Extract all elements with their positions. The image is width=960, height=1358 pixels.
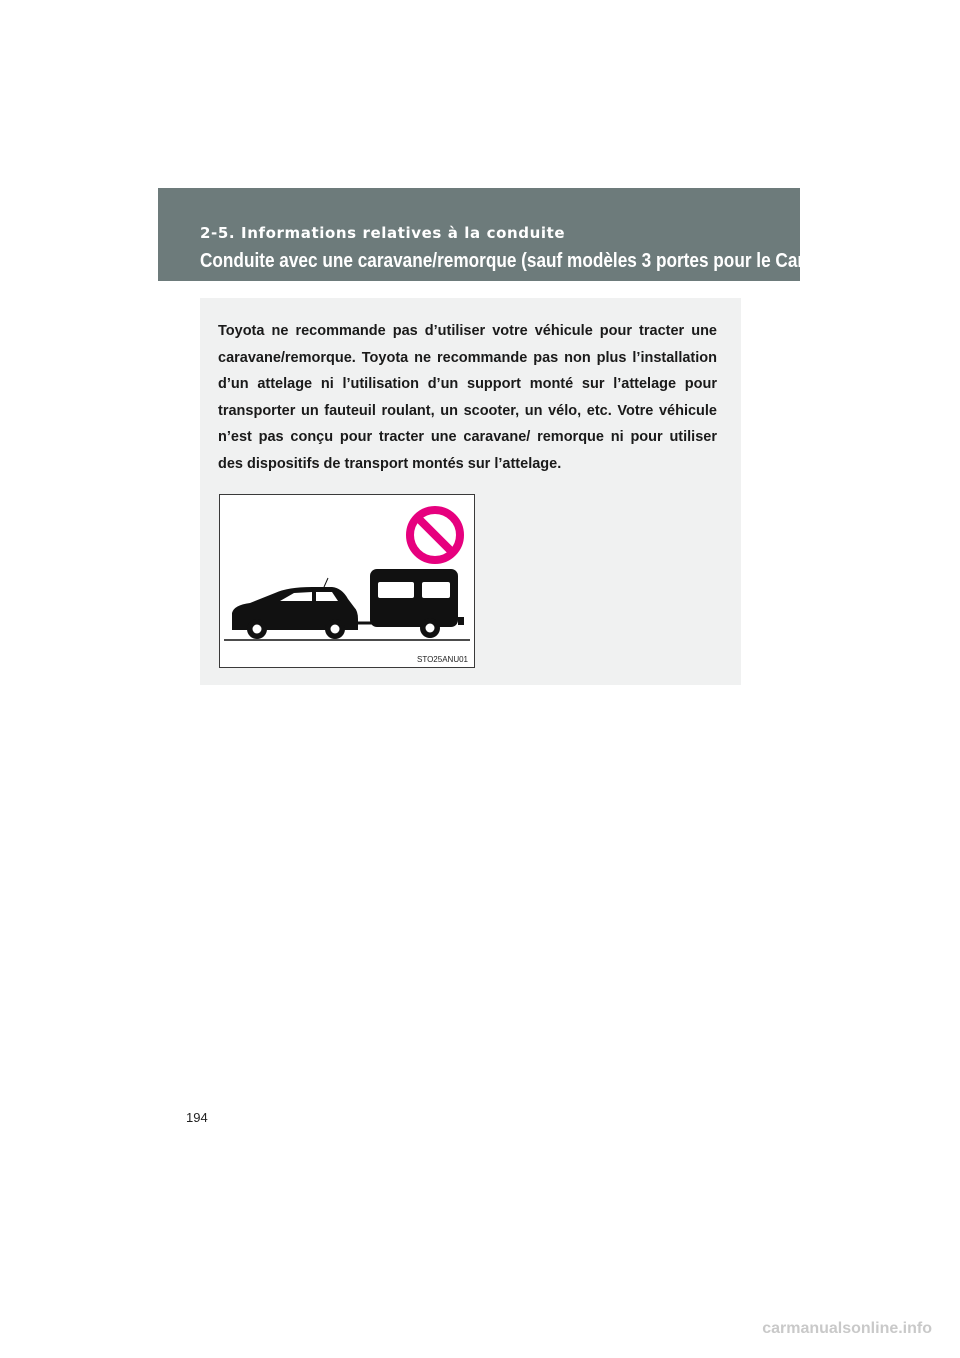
prohibition-icon bbox=[410, 510, 460, 560]
page-title: Conduite avec une caravane/remorque (sauf modèles 3 portes pour le Canada) bbox=[200, 250, 844, 272]
page-number: 194 bbox=[186, 1110, 208, 1125]
caution-box bbox=[200, 298, 741, 685]
car-icon bbox=[232, 578, 358, 639]
towing-drawing bbox=[220, 495, 474, 667]
watermark: carmanualsonline.info bbox=[762, 1320, 932, 1337]
body-paragraph: Toyota ne recommande pas d’utiliser votre véhicule pour tracter une caravane/remorque. Toyota ne recommande pas non plus l’installation d’un attelage ni l’utilisation d’un support monté sur l’attelage pour transporter un fauteuil roulant, un scooter, un vélo, etc. Votre véhicule n’est pas conçu pour tracter une caravane/ remorque ni pour utiliser des dispositifs de transport montés sur l’attelage. bbox=[218, 323, 717, 472]
section-header bbox=[158, 188, 844, 281]
figure-code: STO25ANU01 bbox=[417, 655, 468, 664]
caravan-icon bbox=[370, 569, 464, 638]
section-label: 2-5. Informations relatives à la conduite bbox=[200, 224, 566, 242]
towing-illustration bbox=[219, 494, 475, 668]
